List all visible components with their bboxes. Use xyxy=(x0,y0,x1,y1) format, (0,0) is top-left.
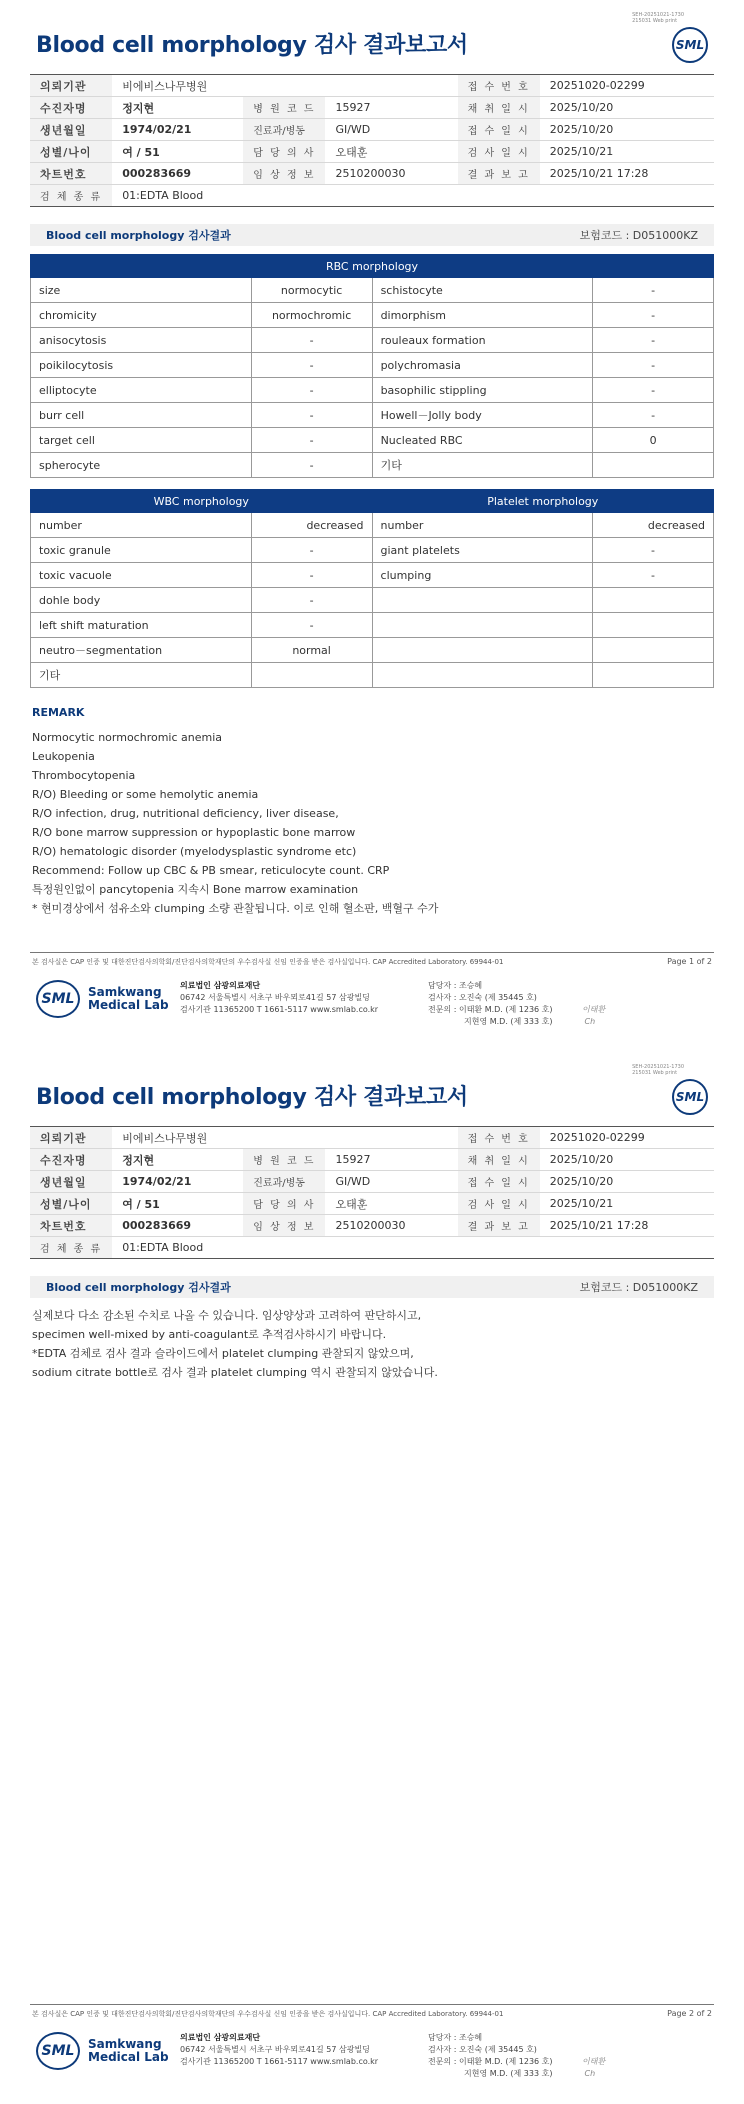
specimen-value: 01:EDTA Blood xyxy=(112,1237,714,1259)
rbc-header: RBC morphology xyxy=(31,255,714,278)
morph-item-value: 0 xyxy=(593,428,714,453)
chart-value: 000283669 xyxy=(112,1215,243,1237)
clinical-label: 임 상 정 보 xyxy=(243,1215,325,1237)
chart-value: 000283669 xyxy=(112,163,243,185)
signature-icon: 이태환 Ch xyxy=(582,2057,606,2078)
remark-line: 특정원인없이 pancytopenia 지속시 Bone marrow examination xyxy=(32,883,359,896)
ward-code-label: 병 원 코 드 xyxy=(243,1149,325,1171)
rbc-morphology-table xyxy=(30,254,714,478)
morph-item-value: - xyxy=(251,353,372,378)
clinical-value: 2510200030 xyxy=(325,1215,457,1237)
footer-note: 본 검사실은 CAP 인증 및 대한진단검사의학회/진단검사의학재단의 우수검사실 신임 인증을 받은 검사실입니다. CAP Accredited Laboratory. 69944-01 xyxy=(32,2010,504,2018)
morph-item-value xyxy=(593,638,714,663)
chart-label: 차트번호 xyxy=(30,163,112,185)
wbc-platelet-table xyxy=(30,489,714,688)
morph-item-label xyxy=(372,638,593,663)
morph-item-label: dohle body xyxy=(31,588,252,613)
remark-line: sodium citrate bottle로 검사 결과 platelet clumping 역시 관찰되지 않았습니다. xyxy=(32,1366,438,1379)
morph-item-label: size xyxy=(31,278,252,303)
test-date-label: 검 사 일 시 xyxy=(458,1193,540,1215)
morph-item-label: neutro－segmentation xyxy=(31,638,252,663)
page-number: Page 2 of 2 xyxy=(667,2009,712,2018)
birth-label: 생년월일 xyxy=(30,1171,112,1193)
sex-age-label: 성별/나이 xyxy=(30,1193,112,1215)
remark-heading: REMARK xyxy=(32,706,85,719)
report-value: 2025/10/21 17:28 xyxy=(540,1215,714,1237)
section-bar xyxy=(30,1276,714,1298)
morph-item-label: burr cell xyxy=(31,403,252,428)
lab-address: 의료법인 삼광의료재단 06742 서울특별시 서초구 바우뫼로41길 57 삼광빌딩 검사기관 11365200 T 1661-5117 www.smlab.co.kr xyxy=(180,2033,379,2066)
table-row xyxy=(31,538,714,563)
morph-item-value xyxy=(593,663,714,688)
morph-item-label: clumping xyxy=(372,563,593,588)
section-title: Blood cell morphology 검사결과 xyxy=(46,229,231,242)
table-row xyxy=(31,428,714,453)
name-value: 정지현 xyxy=(112,1149,243,1171)
sml-logo-icon: SML xyxy=(672,27,708,63)
morph-item-label: left shift maturation xyxy=(31,613,252,638)
remark-line: *EDTA 검체로 검사 결과 슬라이드에서 platelet clumping 관찰되지 않았으며, xyxy=(32,1347,414,1360)
morph-item-label: chromicity xyxy=(31,303,252,328)
morph-item-value: - xyxy=(593,278,714,303)
morph-item-label: schistocyte xyxy=(372,278,593,303)
report-label: 결 과 보 고 xyxy=(458,163,540,185)
remark-line: R/O bone marrow suppression or hypoplastic bone marrow xyxy=(32,826,356,839)
birth-value: 1974/02/21 xyxy=(112,1171,243,1193)
remark-line: Normocytic normochromic anemia xyxy=(32,731,223,744)
morph-item-label: toxic vacuole xyxy=(31,563,252,588)
collect-date-value: 2025/10/20 xyxy=(540,97,714,119)
chart-label: 차트번호 xyxy=(30,1215,112,1237)
morph-item-label: toxic granule xyxy=(31,538,252,563)
collect-date-label: 채 취 일 시 xyxy=(458,1149,540,1171)
sml-logo-icon: SML xyxy=(672,1079,708,1115)
footer-rule xyxy=(30,952,714,953)
report-title: Blood cell morphology 검사 결과보고서 xyxy=(36,1085,468,1110)
morph-item-label: Howell－Jolly body xyxy=(372,403,593,428)
morph-item-label xyxy=(372,588,593,613)
remark-line: * 현미경상에서 섬유소와 clumping 소량 관찰됩니다. 이로 인해 혈소판, 백혈구 수가 xyxy=(32,902,439,915)
print-stamp: SEH-20251021-1730 215031 Web print xyxy=(632,1064,684,1076)
morph-item-value: - xyxy=(593,403,714,428)
receipt-no-value: 20251020-02299 xyxy=(540,1127,714,1149)
remark-line: R/O) Bleeding or some hemolytic anemia xyxy=(32,788,259,801)
morph-item-label: number xyxy=(31,513,252,538)
remark-line: Leukopenia xyxy=(32,750,95,763)
morph-item-label: 기타 xyxy=(372,453,593,478)
doctor-value: 오태훈 xyxy=(325,141,457,163)
specimen-value: 01:EDTA Blood xyxy=(112,185,714,207)
morph-item-value: decreased xyxy=(593,513,714,538)
clinical-value: 2510200030 xyxy=(325,163,457,185)
morph-item-value: - xyxy=(593,328,714,353)
morph-item-label: dimorphism xyxy=(372,303,593,328)
morph-item-label: target cell xyxy=(31,428,252,453)
dept-value: GI/WD xyxy=(325,1171,457,1193)
page-number: Page 1 of 2 xyxy=(667,957,712,966)
morph-item-label: basophilic stippling xyxy=(372,378,593,403)
remark-line: Thrombocytopenia xyxy=(32,769,136,782)
morph-item-label xyxy=(372,613,593,638)
receipt-date-label: 접 수 일 시 xyxy=(458,1171,540,1193)
name-label: 수진자명 xyxy=(30,97,112,119)
sex-age-label: 성별/나이 xyxy=(30,141,112,163)
report-label: 결 과 보 고 xyxy=(458,1215,540,1237)
ward-code-label: 병 원 코 드 xyxy=(243,97,325,119)
morph-item-value: normochromic xyxy=(251,303,372,328)
morph-item-value: - xyxy=(593,538,714,563)
hospital-value: 비에비스나무병원 xyxy=(112,1127,457,1149)
patient-info-table xyxy=(30,74,714,207)
platelet-header: Platelet morphology xyxy=(372,490,713,513)
morph-item-value: - xyxy=(251,428,372,453)
footer-rule xyxy=(30,2004,714,2005)
table-row xyxy=(31,303,714,328)
wbc-header: WBC morphology xyxy=(31,490,373,513)
morph-item-value: - xyxy=(251,563,372,588)
signature-icon: 이태환 Ch xyxy=(582,1005,606,1026)
lab-logo: SML Samkwang Medical Lab xyxy=(36,2032,169,2070)
morph-item-label: polychromasia xyxy=(372,353,593,378)
morph-item-label: Nucleated RBC xyxy=(372,428,593,453)
receipt-no-label: 접 수 번 호 xyxy=(458,1127,540,1149)
receipt-no-label: 접 수 번 호 xyxy=(458,75,540,97)
birth-value: 1974/02/21 xyxy=(112,119,243,141)
morph-item-label: spherocyte xyxy=(31,453,252,478)
table-row xyxy=(31,403,714,428)
sml-logo-icon: SML xyxy=(36,2032,80,2070)
table-row xyxy=(31,638,714,663)
lab-logo: SML Samkwang Medical Lab xyxy=(36,980,169,1018)
specimen-label: 검 체 종 류 xyxy=(30,185,112,207)
morph-item-value: - xyxy=(251,538,372,563)
morph-item-value: - xyxy=(251,588,372,613)
name-label: 수진자명 xyxy=(30,1149,112,1171)
birth-label: 생년월일 xyxy=(30,119,112,141)
remark-line: R/O) hematologic disorder (myelodysplastic syndrome etc) xyxy=(32,845,357,858)
morph-item-value: - xyxy=(593,378,714,403)
morph-item-value: - xyxy=(251,453,372,478)
doctor-label: 담 당 의 사 xyxy=(243,141,325,163)
receipt-no-value: 20251020-02299 xyxy=(540,75,714,97)
morph-item-value: - xyxy=(251,403,372,428)
hospital-label: 의뢰기관 xyxy=(30,1127,112,1149)
table-row xyxy=(31,353,714,378)
receipt-date-value: 2025/10/20 xyxy=(540,1171,714,1193)
table-row xyxy=(31,513,714,538)
table-row xyxy=(31,563,714,588)
remark-text xyxy=(32,728,438,918)
morph-item-value xyxy=(593,453,714,478)
table-row xyxy=(31,378,714,403)
morph-item-label: rouleaux formation xyxy=(372,328,593,353)
report-page-2 xyxy=(0,1052,744,2104)
lab-staff: 담당자 : 조승혜 검사자 : 오진숙 (제 35445 호) 전문의 : 이태환 M.D. (제 1236 호) 지현영 M.D. (제 333 호) xyxy=(428,981,553,1026)
morph-item-value: normal xyxy=(251,638,372,663)
morph-item-label: elliptocyte xyxy=(31,378,252,403)
morph-item-value: - xyxy=(593,353,714,378)
morph-item-value: normocytic xyxy=(251,278,372,303)
name-value: 정지현 xyxy=(112,97,243,119)
morph-item-value xyxy=(593,588,714,613)
doctor-value: 오태훈 xyxy=(325,1193,457,1215)
test-date-value: 2025/10/21 xyxy=(540,141,714,163)
receipt-date-value: 2025/10/20 xyxy=(540,119,714,141)
morph-item-value: - xyxy=(251,328,372,353)
sex-age-value: 여 / 51 xyxy=(112,1193,243,1215)
lab-address: 의료법인 삼광의료재단 06742 서울특별시 서초구 바우뫼로41길 57 삼광빌딩 검사기관 11365200 T 1661-5117 www.smlab.co.kr xyxy=(180,981,379,1014)
patient-info-table xyxy=(30,1126,714,1259)
receipt-date-label: 접 수 일 시 xyxy=(458,119,540,141)
collect-date-label: 채 취 일 시 xyxy=(458,97,540,119)
remark-line: Recommend: Follow up CBC & PB smear, reticulocyte count. CRP xyxy=(32,864,390,877)
sml-logo-icon: SML xyxy=(36,980,80,1018)
dept-label: 진료과/병동 xyxy=(243,119,325,141)
doctor-label: 담 당 의 사 xyxy=(243,1193,325,1215)
morph-item-value xyxy=(251,663,372,688)
table-row xyxy=(31,613,714,638)
table-row xyxy=(31,278,714,303)
table-row xyxy=(31,588,714,613)
morph-item-value xyxy=(593,613,714,638)
ward-code-value: 15927 xyxy=(325,1149,457,1171)
specimen-label: 검 체 종 류 xyxy=(30,1237,112,1259)
section-title: Blood cell morphology 검사결과 xyxy=(46,1281,231,1294)
morph-item-label: anisocytosis xyxy=(31,328,252,353)
ward-code-value: 15927 xyxy=(325,97,457,119)
test-date-value: 2025/10/21 xyxy=(540,1193,714,1215)
print-stamp: SEH-20251021-1730 215031 Web print xyxy=(632,12,684,24)
morph-item-value: decreased xyxy=(251,513,372,538)
morph-item-label xyxy=(372,663,593,688)
dept-label: 진료과/병동 xyxy=(243,1171,325,1193)
test-date-label: 검 사 일 시 xyxy=(458,141,540,163)
morph-item-label: giant platelets xyxy=(372,538,593,563)
morph-item-label: poikilocytosis xyxy=(31,353,252,378)
footer-note: 본 검사실은 CAP 인증 및 대한진단검사의학회/진단검사의학재단의 우수검사실 신임 인증을 받은 검사실입니다. CAP Accredited Laboratory. 69944-01 xyxy=(32,958,504,966)
insurance-code: 보험코드 : D051000KZ xyxy=(579,229,698,242)
insurance-code: 보험코드 : D051000KZ xyxy=(579,1281,698,1294)
morph-item-value: - xyxy=(593,303,714,328)
hospital-label: 의뢰기관 xyxy=(30,75,112,97)
remark-line: specimen well-mixed by anti-coagulant로 추적검사하시기 바랍니다. xyxy=(32,1328,387,1341)
morph-item-value: - xyxy=(593,563,714,588)
table-row xyxy=(31,328,714,353)
hospital-value: 비에비스나무병원 xyxy=(112,75,457,97)
report-title: Blood cell morphology 검사 결과보고서 xyxy=(36,33,468,58)
lab-staff: 담당자 : 조승혜 검사자 : 오진숙 (제 35445 호) 전문의 : 이태환 M.D. (제 1236 호) 지현영 M.D. (제 333 호) xyxy=(428,2033,553,2078)
report-value: 2025/10/21 17:28 xyxy=(540,163,714,185)
remark-continued-text xyxy=(32,1306,438,1382)
dept-value: GI/WD xyxy=(325,119,457,141)
morph-item-value: - xyxy=(251,613,372,638)
morph-item-label: number xyxy=(372,513,593,538)
clinical-label: 임 상 정 보 xyxy=(243,163,325,185)
morph-item-label: 기타 xyxy=(31,663,252,688)
table-row xyxy=(31,663,714,688)
collect-date-value: 2025/10/20 xyxy=(540,1149,714,1171)
morph-item-value: - xyxy=(251,378,372,403)
table-row xyxy=(31,453,714,478)
sex-age-value: 여 / 51 xyxy=(112,141,243,163)
section-bar xyxy=(30,224,714,246)
remark-line: 실제보다 다소 감소된 수치로 나올 수 있습니다. 임상양상과 고려하여 판단하시고, xyxy=(32,1309,422,1322)
remark-line: R/O infection, drug, nutritional deficiency, liver disease, xyxy=(32,807,339,820)
